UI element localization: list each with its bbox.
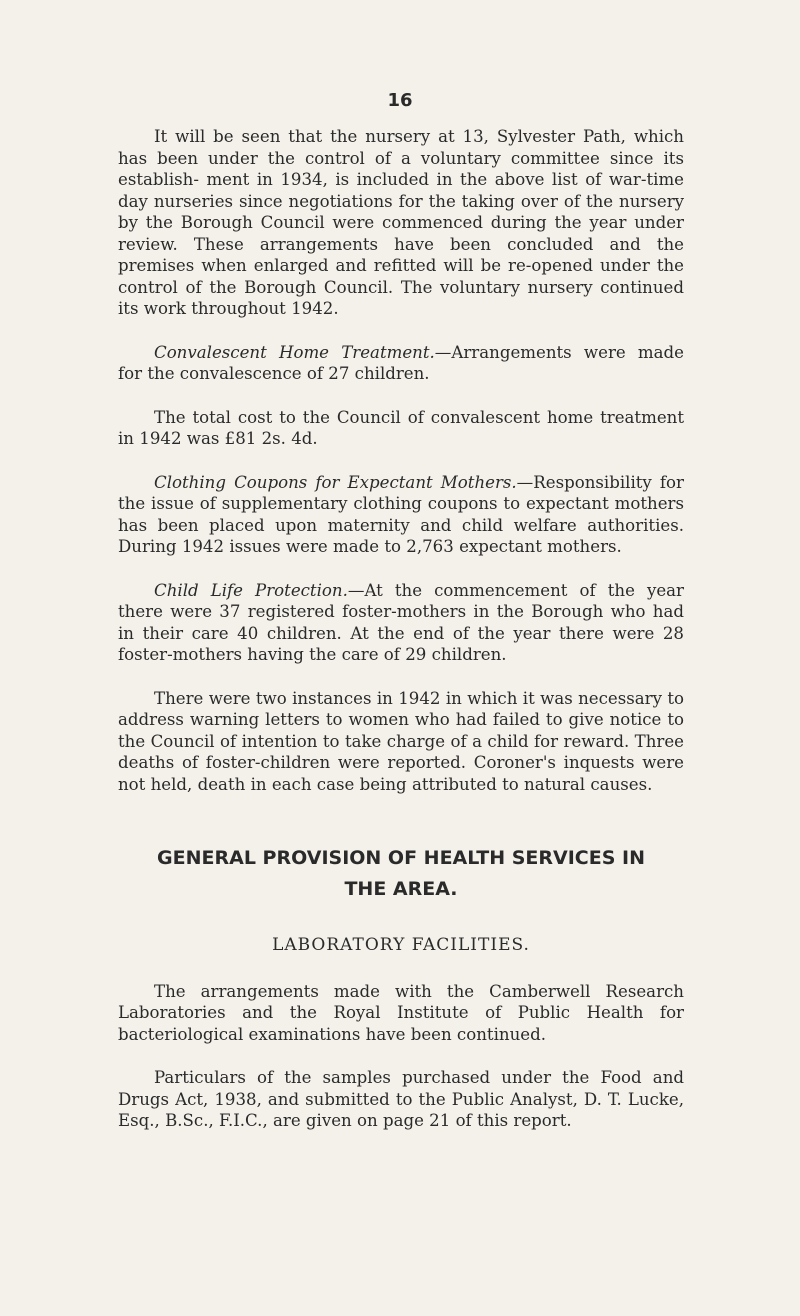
convalescent-body: —Arrangements were made for the convalescence of 27 children. xyxy=(118,342,684,383)
clothing-heading: Clothing Coupons for Expectant Mothers. xyxy=(154,472,517,492)
convalescent-heading: Convalescent Home Treatment. xyxy=(154,342,435,362)
child-life-body: —At the commencement of the year there were 37 registered foster-mothers in the Borough who had in their care 40 children. At the end of the year there were 28 foster-mothers having the care of 29 children. xyxy=(118,580,684,664)
paragraph-convalescent-cost: The total cost to the Council of convalescent home treatment in 1942 was £81 2s. 4d. xyxy=(118,407,684,448)
paragraph-samples: Particulars of the samples purchased under the Food and Drugs Act, 1938, and submitted to the Public Analyst, D. T. Lucke, Esq., B.Sc., F.I.C., are given on page 21 of this report. xyxy=(118,1068,684,1130)
paragraph-child-life xyxy=(118,580,684,666)
page-number: 16 xyxy=(387,90,413,111)
body-text xyxy=(118,126,684,1132)
subheading-laboratory: LABORATORY FACILITIES. xyxy=(272,935,530,955)
clothing-body: —Responsibility for the issue of supplementary clothing coupons to expectant mothers has been placed upon maternity and child welfare authorities. During 1942 issues were made to 2,763 expectant mothers. xyxy=(118,472,684,556)
paragraph-warnings: There were two instances in 1942 in which it was necessary to address warning letters to women who had failed to give notice to the Council of intention to take charge of a child for reward. Three deaths of foster-children were reported. Coroner's inquests were not held, death in each case being attributed to natural causes. xyxy=(118,688,684,794)
paragraph-laboratory: The arrangements made with the Camberwell Research Laboratories and the Royal Institute of Public Health for bacteriological examinations have been continued. xyxy=(118,981,684,1044)
section-heading-line1: GENERAL PROVISION OF HEALTH SERVICES IN xyxy=(157,847,645,869)
child-life-heading: Child Life Protection. xyxy=(154,580,348,600)
section-heading-general xyxy=(118,843,684,905)
section-heading-line2: THE AREA. xyxy=(344,878,458,900)
paragraph-convalescent xyxy=(118,342,684,385)
paragraph-clothing xyxy=(118,472,684,558)
paragraph-nursery: It will be seen that the nursery at 13, Sylvester Path, which has been under the control of a voluntary committee since its establish- ment in 1934, is included in the above list of war-time day nurseries since negotiations for the taking over of the nursery by the Borough Council were commenced during the year under review. These arrangements have been concluded and the premises when enlarged and refitted will be re-opened under the control of the Borough Council. The voluntary nursery continued its work throughout 1942. xyxy=(118,127,684,318)
